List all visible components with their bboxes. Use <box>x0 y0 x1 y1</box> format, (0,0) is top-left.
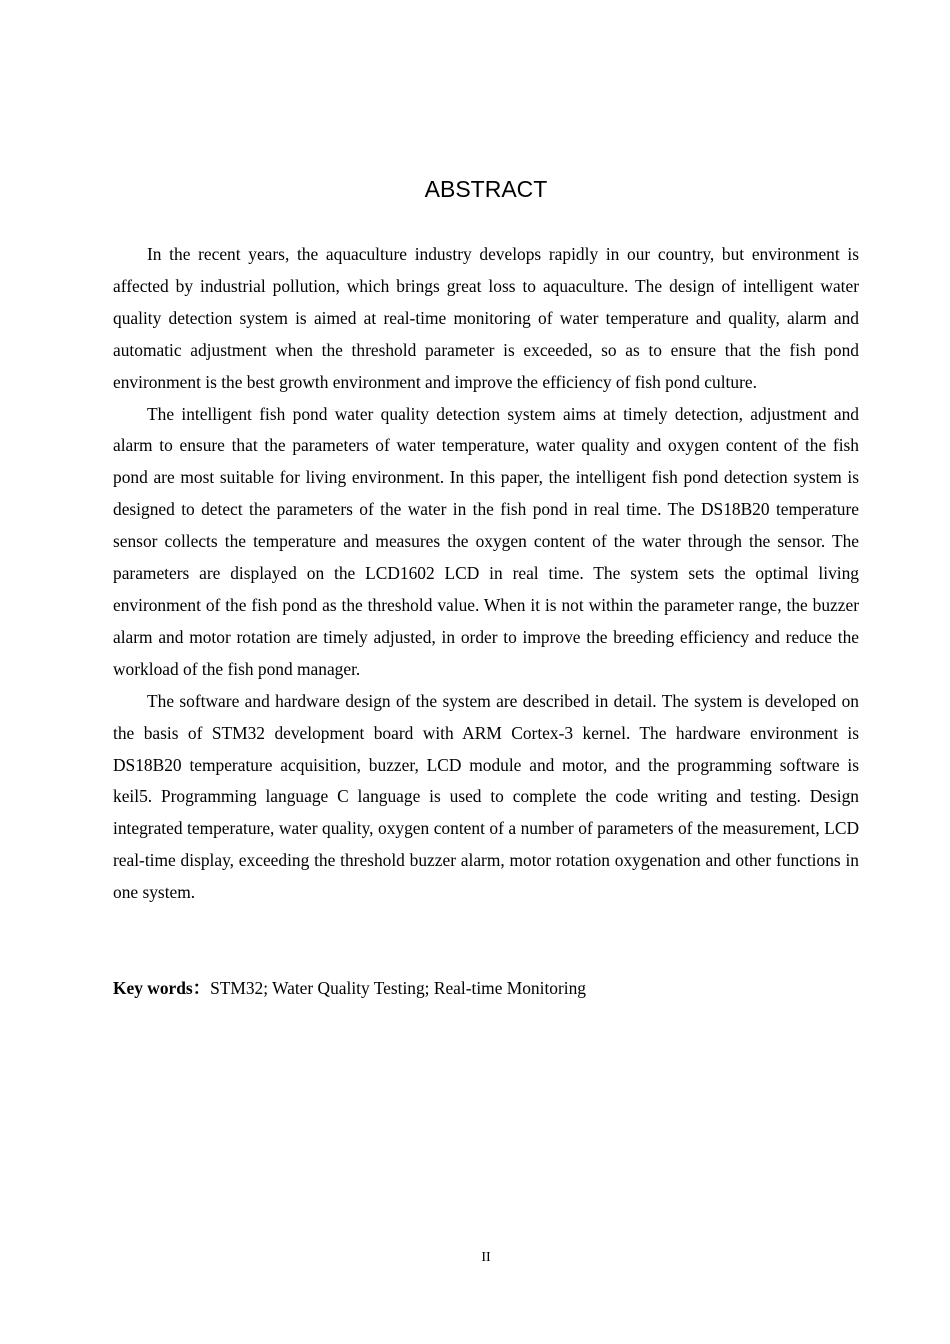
page-number: II <box>481 1250 491 1265</box>
abstract-title: ABSTRACT <box>424 176 548 202</box>
abstract-body <box>113 239 859 909</box>
keywords-text: STM32; Water Quality Testing; Real-time Monitoring <box>210 978 587 998</box>
keywords-label: Key words： <box>113 978 211 998</box>
abstract-paragraph-3: The software and hardware design of the system are described in detail. The system is developed on the basis of STM32 development board with ARM Cortex-3 kernel. The hardware environment is DS18B20 temperature acquisition, buzzer, LCD module and motor, and the programming software is keil5. Programming language C language is used to complete the code writing and testing. Design integrated temperature, water quality, oxygen content of a number of parameters of the measurement, LCD real-time display, exceeding the threshold buzzer alarm, motor rotation oxygenation and other functions in one system. <box>113 690 859 903</box>
abstract-paragraph-1: In the recent years, the aquaculture industry develops rapidly in our country, but environment is affected by industrial pollution, which brings great loss to aquaculture. The design of intelligent water quality detection system is aimed at real-time monitoring of water temperature and quality, alarm and automatic adjustment when the threshold parameter is exceeded, so as to ensure that the fish pond environment is the best growth environment and improve the efficiency of fish pond culture. <box>113 244 859 392</box>
keywords-line <box>113 973 859 1005</box>
abstract-paragraph-2: The intelligent fish pond water quality detection system aims at timely detection, adjustment and alarm to ensure that the parameters of water temperature, water quality and oxygen content of the fish pond are most suitable for living environment. In this paper, the intelligent fish pond detection system is designed to detect the parameters of the water in the fish pond in real time. The DS18B20 temperature sensor collects the temperature and measures the oxygen content of the water through the sensor. The parameters are displayed on the LCD1602 LCD in real time. The system sets the optimal living environment of the fish pond as the threshold value. When it is not within the parameter range, the buzzer alarm and motor rotation are timely adjusted, in order to improve the breeding efficiency and reduce the workload of the fish pond manager. <box>113 403 859 679</box>
